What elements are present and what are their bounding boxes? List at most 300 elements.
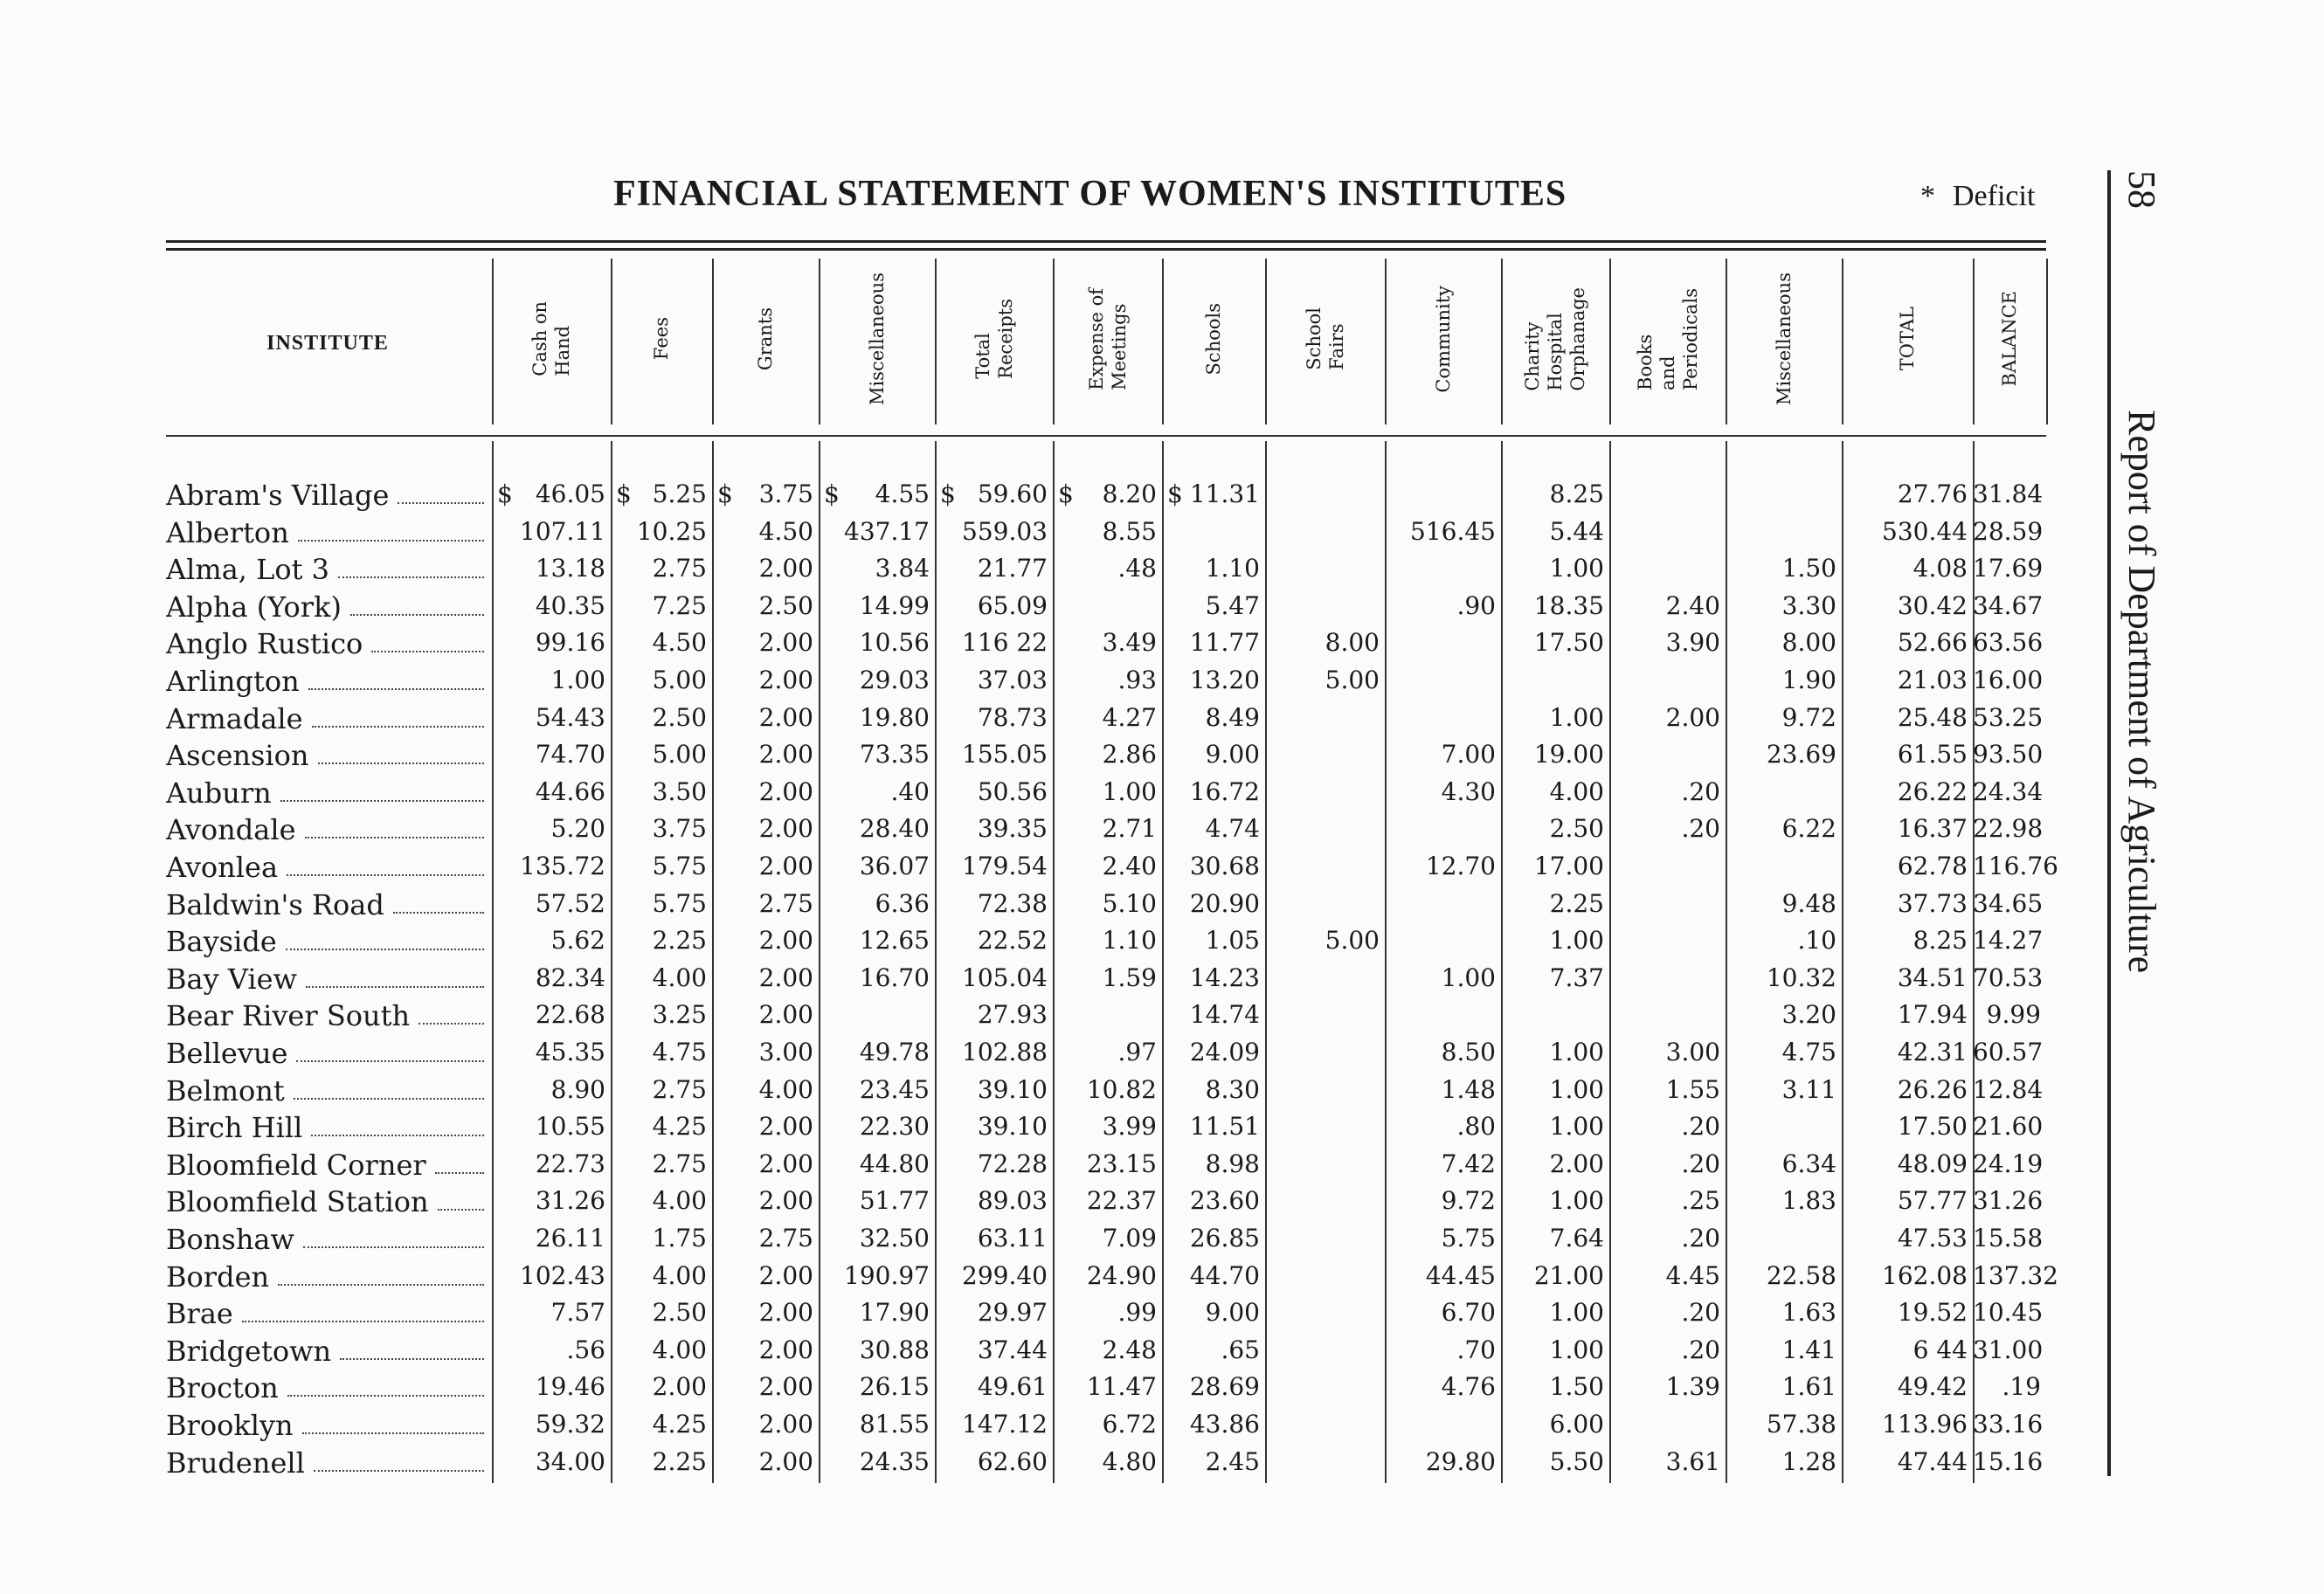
cell-miscellaneous-expenditures — [1726, 996, 1836, 1032]
institute-name-cell — [166, 1405, 489, 1442]
cell-charity-hospital-orphanage — [1501, 1368, 1604, 1404]
cell-value: 28.69 — [1189, 1372, 1260, 1402]
cell-value: 116 22 — [962, 628, 1048, 658]
cell-value: 11.47 — [1086, 1372, 1157, 1402]
cell-grants — [712, 1405, 813, 1442]
cell-schools — [1162, 1331, 1260, 1368]
cell-value: 1.50 — [1781, 554, 1836, 583]
column-divider — [1609, 259, 1611, 424]
cell-value: 65.09 — [977, 590, 1048, 620]
cell-total — [1842, 699, 1968, 735]
column-header-schools — [1162, 255, 1265, 423]
cell-miscellaneous-expenditures — [1726, 810, 1836, 846]
cell-cash-on-hand — [492, 996, 605, 1032]
dollar-sign: $ — [824, 480, 840, 508]
cell-value: 47.53 — [1897, 1224, 1968, 1252]
column-header-books-and-periodicals — [1609, 255, 1726, 423]
cell-value: 17.90 — [859, 1298, 930, 1328]
cell-value: 2.45 — [1205, 1446, 1260, 1476]
cell-community — [1385, 773, 1496, 810]
cell-cash-on-hand — [492, 1219, 605, 1256]
cell-value: 40.35 — [535, 590, 605, 620]
cell-cash-on-hand — [492, 1257, 605, 1294]
cell-value: 4.76 — [1441, 1372, 1496, 1402]
cell-balance — [1973, 1443, 2044, 1480]
title-rule-top — [166, 240, 2046, 243]
cell-school-fairs — [1265, 1219, 1380, 1256]
cell-expense-of-meetings — [1053, 1331, 1157, 1368]
cell-balance — [1973, 1368, 2041, 1404]
cell-total — [1842, 1108, 1968, 1144]
institute-name: Bear River South — [166, 999, 411, 1033]
cell-charity-hospital-orphanage — [1501, 735, 1604, 772]
page-title: FINANCIAL STATEMENT OF WOMEN'S INSTITUTES — [613, 174, 1567, 214]
column-divider — [819, 259, 820, 424]
cell-value: 8.25 — [1912, 926, 1968, 956]
cell-miscellaneous-receipts — [819, 1443, 930, 1480]
cell-miscellaneous-receipts — [819, 1368, 930, 1404]
cell-school-fairs — [1265, 1257, 1380, 1294]
institute-name: Alberton — [166, 515, 289, 549]
cell-grants — [712, 1257, 813, 1294]
institute-name: Abram's Village — [166, 479, 390, 512]
cell-books-and-periodicals — [1609, 921, 1720, 958]
cell-grants — [712, 475, 813, 512]
cell-expense-of-meetings — [1053, 1443, 1157, 1480]
cell-value: 37.73 — [1897, 888, 1968, 918]
cell-cash-on-hand — [492, 885, 605, 921]
cell-fees — [611, 661, 707, 698]
cell-schools — [1162, 1108, 1260, 1144]
cell-cash-on-hand — [492, 1145, 605, 1182]
cell-expense-of-meetings — [1053, 735, 1157, 772]
cell-books-and-periodicals — [1609, 1182, 1720, 1218]
cell-value: 11.77 — [1189, 628, 1260, 658]
cell-value: 57.52 — [535, 888, 605, 918]
cell-grants — [712, 513, 813, 549]
cell-value: 5.44 — [1549, 516, 1604, 546]
cell-value: 6.22 — [1781, 814, 1836, 844]
cell-value: 29.97 — [977, 1298, 1048, 1328]
cell-value: 82.34 — [535, 963, 605, 992]
cell-charity-hospital-orphanage — [1501, 1108, 1604, 1144]
cell-charity-hospital-orphanage — [1501, 513, 1604, 549]
table-row — [0, 513, 2097, 549]
cell-value: 99.16 — [535, 628, 605, 658]
cell-miscellaneous-receipts — [819, 1331, 930, 1368]
cell-value: 2.75 — [758, 1224, 813, 1252]
cell-value: 4.00 — [652, 963, 707, 992]
cell-value: 1.75 — [652, 1224, 707, 1252]
cell-expense-of-meetings — [1053, 1368, 1157, 1404]
table-row — [0, 959, 2097, 996]
cell-value: 2.86 — [1102, 740, 1157, 769]
dot-leader — [314, 1470, 484, 1472]
cell-value: 26.26 — [1897, 1074, 1968, 1104]
cell-total — [1842, 624, 1968, 660]
column-header-charity-hospital-orphanage — [1501, 255, 1609, 423]
cell-balance — [1973, 475, 2044, 512]
cell-value: 42.31 — [1897, 1038, 1968, 1066]
cell-value: 4.30 — [1441, 776, 1496, 806]
cell-value: 19.52 — [1897, 1298, 1968, 1328]
cell-total — [1842, 1405, 1968, 1442]
cell-total-receipts — [935, 587, 1048, 624]
cell-value: 73.35 — [859, 740, 930, 769]
cell-value: .93 — [1117, 666, 1157, 694]
cell-schools — [1162, 549, 1260, 586]
institute-name-cell — [166, 1257, 489, 1294]
cell-value: 1.00 — [1549, 1112, 1604, 1142]
cell-value: 18.35 — [1533, 590, 1604, 620]
cell-books-and-periodicals — [1609, 661, 1720, 698]
cell-value: 37.44 — [977, 1335, 1048, 1364]
cell-value: 17.94 — [1897, 1000, 1968, 1030]
cell-value: 19.00 — [1533, 740, 1604, 769]
cell-value: 62.78 — [1897, 852, 1968, 880]
cell-total-receipts — [935, 885, 1048, 921]
column-header-school-fairs — [1265, 255, 1385, 423]
cell-school-fairs — [1265, 1331, 1380, 1368]
institute-name-cell — [166, 513, 489, 549]
table-row — [0, 773, 2097, 810]
cell-charity-hospital-orphanage — [1501, 1257, 1604, 1294]
cell-value: 70.53 — [1973, 963, 2044, 992]
cell-schools — [1162, 1219, 1260, 1256]
cell-school-fairs — [1265, 735, 1380, 772]
cell-value: 102.88 — [962, 1038, 1048, 1066]
cell-school-fairs — [1265, 921, 1380, 958]
cell-expense-of-meetings — [1053, 699, 1157, 735]
cell-school-fairs — [1265, 1443, 1380, 1480]
cell-grants — [712, 699, 813, 735]
cell-schools — [1162, 661, 1260, 698]
cell-value: 2.50 — [652, 702, 707, 732]
cell-school-fairs — [1265, 1071, 1380, 1108]
cell-value: 57.38 — [1766, 1410, 1836, 1439]
cell-community — [1385, 1257, 1496, 1294]
cell-value: 2.48 — [1102, 1335, 1157, 1364]
cell-books-and-periodicals — [1609, 549, 1720, 586]
cell-charity-hospital-orphanage — [1501, 624, 1604, 660]
cell-miscellaneous-receipts — [819, 1071, 930, 1108]
cell-schools — [1162, 1145, 1260, 1182]
cell-value: 5.75 — [652, 888, 707, 918]
cell-fees — [611, 996, 707, 1032]
column-header-expense-of-meetings — [1053, 255, 1162, 423]
cell-value: 2.50 — [1549, 814, 1604, 844]
column-divider — [1385, 259, 1387, 424]
cell-fees — [611, 475, 707, 512]
cell-value: 9.72 — [1441, 1186, 1496, 1216]
cell-miscellaneous-expenditures — [1726, 959, 1836, 996]
cell-expense-of-meetings — [1053, 1257, 1157, 1294]
cell-value: 11.51 — [1189, 1112, 1260, 1142]
cell-balance — [1973, 885, 2044, 921]
cell-value: 8.98 — [1205, 1149, 1260, 1178]
cell-value: 5.50 — [1549, 1446, 1604, 1476]
cell-total-receipts — [935, 773, 1048, 810]
cell-value: 516.45 — [1410, 516, 1496, 546]
column-divider — [1162, 259, 1164, 424]
cell-fees — [611, 1331, 707, 1368]
cell-value: 2.00 — [758, 554, 813, 583]
cell-balance — [1973, 1182, 2044, 1218]
table-row — [0, 1033, 2097, 1070]
cell-books-and-periodicals — [1609, 1405, 1720, 1442]
cell-community — [1385, 699, 1496, 735]
cell-expense-of-meetings — [1053, 549, 1157, 586]
cell-grants — [712, 1071, 813, 1108]
cell-total — [1842, 513, 1968, 549]
institute-name-cell — [166, 699, 489, 735]
table-row — [0, 549, 2097, 586]
institute-name: Brudenell — [166, 1446, 305, 1480]
cell-miscellaneous-receipts — [819, 996, 930, 1032]
cell-cash-on-hand — [492, 475, 605, 512]
cell-miscellaneous-receipts — [819, 624, 930, 660]
column-header-cash-on-hand — [492, 255, 611, 423]
cell-school-fairs — [1265, 549, 1380, 586]
cell-school-fairs — [1265, 513, 1380, 549]
cell-value: 2.00 — [758, 1149, 813, 1178]
cell-value: 8.49 — [1205, 702, 1260, 732]
cell-value: 8.55 — [1102, 516, 1157, 546]
cell-balance — [1973, 549, 2044, 586]
cell-school-fairs — [1265, 587, 1380, 624]
cell-value: 107.11 — [520, 516, 605, 546]
cell-miscellaneous-expenditures — [1726, 1145, 1836, 1182]
cell-miscellaneous-expenditures — [1726, 921, 1836, 958]
cell-value: 8.25 — [1549, 480, 1604, 508]
cell-total — [1842, 996, 1968, 1032]
table-row — [0, 1145, 2097, 1182]
column-header-label: Fees — [651, 317, 672, 361]
cell-charity-hospital-orphanage — [1501, 587, 1604, 624]
cell-grants — [712, 810, 813, 846]
cell-value: 54.43 — [535, 702, 605, 732]
cell-total — [1842, 1294, 1968, 1330]
cell-total-receipts — [935, 549, 1048, 586]
cell-value: 190.97 — [844, 1260, 930, 1290]
cell-community — [1385, 549, 1496, 586]
column-divider — [1842, 259, 1843, 424]
cell-balance — [1973, 1108, 2044, 1144]
cell-value: 47.44 — [1897, 1446, 1968, 1476]
cell-value: 8.00 — [1325, 628, 1380, 658]
cell-charity-hospital-orphanage — [1501, 1182, 1604, 1218]
side-title: Report of Department of Agriculture — [2120, 410, 2163, 974]
cell-school-fairs — [1265, 959, 1380, 996]
cell-total-receipts — [935, 1108, 1048, 1144]
column-header-label: Books and Periodicals — [1634, 287, 1701, 390]
cell-value: 10.45 — [1973, 1298, 2044, 1328]
cell-value: 45.35 — [535, 1038, 605, 1066]
cell-expense-of-meetings — [1053, 1145, 1157, 1182]
cell-cash-on-hand — [492, 1405, 605, 1442]
cell-value: 5.00 — [1325, 926, 1380, 956]
cell-total-receipts — [935, 624, 1048, 660]
cell-value: 2.00 — [1549, 1149, 1604, 1178]
cell-fees — [611, 1443, 707, 1480]
cell-value: 6.70 — [1441, 1298, 1496, 1328]
column-divider — [935, 259, 937, 424]
cell-value: 5.00 — [652, 666, 707, 694]
cell-expense-of-meetings — [1053, 1405, 1157, 1442]
cell-cash-on-hand — [492, 587, 605, 624]
cell-community — [1385, 1033, 1496, 1070]
cell-total — [1842, 885, 1968, 921]
cell-balance — [1973, 959, 2044, 996]
cell-miscellaneous-receipts — [819, 1145, 930, 1182]
cell-value: 10.32 — [1766, 963, 1836, 992]
cell-value: 49.42 — [1897, 1372, 1968, 1402]
dot-leader — [318, 762, 484, 764]
cell-value: 2.00 — [758, 666, 813, 694]
table-row — [0, 1294, 2097, 1330]
cell-schools — [1162, 1182, 1260, 1218]
cell-school-fairs — [1265, 1294, 1380, 1330]
cell-value: 14.23 — [1189, 963, 1260, 992]
cell-community — [1385, 513, 1496, 549]
cell-value: 2.00 — [758, 963, 813, 992]
dollar-sign: $ — [616, 480, 632, 508]
cell-value: 2.00 — [758, 814, 813, 844]
cell-schools — [1162, 624, 1260, 660]
cell-school-fairs — [1265, 810, 1380, 846]
cell-value: 51.77 — [859, 1186, 930, 1216]
cell-total-receipts — [935, 735, 1048, 772]
cell-balance — [1973, 1257, 2058, 1294]
institute-name: Armadale — [166, 701, 303, 735]
cell-total-receipts — [935, 847, 1048, 884]
cell-value: 2.00 — [758, 926, 813, 956]
cell-charity-hospital-orphanage — [1501, 699, 1604, 735]
cell-schools — [1162, 1368, 1260, 1404]
cell-value: 43.86 — [1189, 1410, 1260, 1439]
cell-value: 3.30 — [1781, 590, 1836, 620]
cell-miscellaneous-expenditures — [1726, 624, 1836, 660]
column-divider — [611, 259, 612, 424]
cell-community — [1385, 475, 1496, 512]
cell-total — [1842, 847, 1968, 884]
cell-miscellaneous-receipts — [819, 847, 930, 884]
cell-value: 32.50 — [859, 1224, 930, 1252]
cell-value: 4.25 — [652, 1410, 707, 1439]
cell-total — [1842, 1145, 1968, 1182]
cell-total-receipts — [935, 699, 1048, 735]
cell-value: 4.50 — [652, 628, 707, 658]
table-row — [0, 475, 2097, 512]
institute-name-cell — [166, 1108, 489, 1144]
cell-value: 3.61 — [1665, 1446, 1720, 1476]
cell-value: 63.56 — [1973, 628, 2044, 658]
cell-value: 39.10 — [977, 1074, 1048, 1104]
cell-balance — [1973, 1405, 2044, 1442]
cell-miscellaneous-receipts — [819, 1294, 930, 1330]
cell-value: 19.46 — [535, 1372, 605, 1402]
cell-charity-hospital-orphanage — [1501, 661, 1604, 698]
cell-miscellaneous-receipts — [819, 549, 930, 586]
cell-school-fairs — [1265, 1182, 1380, 1218]
cell-fees — [611, 699, 707, 735]
table-row — [0, 587, 2097, 624]
cell-books-and-periodicals — [1609, 885, 1720, 921]
cell-cash-on-hand — [492, 921, 605, 958]
column-header-grants — [712, 255, 819, 423]
table-row — [0, 996, 2097, 1032]
institute-name: Brae — [166, 1297, 233, 1331]
cell-books-and-periodicals — [1609, 1257, 1720, 1294]
cell-charity-hospital-orphanage — [1501, 847, 1604, 884]
cell-community — [1385, 1331, 1496, 1368]
cell-value: 31.26 — [1973, 1186, 2044, 1216]
cell-miscellaneous-receipts — [819, 661, 930, 698]
cell-school-fairs — [1265, 624, 1380, 660]
cell-cash-on-hand — [492, 549, 605, 586]
cell-value: 5.75 — [1441, 1224, 1496, 1252]
cell-value: 6.00 — [1549, 1410, 1604, 1439]
cell-total-receipts — [935, 810, 1048, 846]
cell-miscellaneous-expenditures — [1726, 773, 1836, 810]
cell-value: 6.34 — [1781, 1149, 1836, 1178]
cell-schools — [1162, 735, 1260, 772]
column-header-label: Miscellaneous — [1773, 272, 1795, 406]
cell-miscellaneous-receipts — [819, 1219, 930, 1256]
cell-charity-hospital-orphanage — [1501, 1443, 1604, 1480]
cell-value: .90 — [1456, 590, 1496, 620]
cell-value: 44.70 — [1189, 1260, 1260, 1290]
cell-miscellaneous-receipts — [819, 699, 930, 735]
cell-value: 74.70 — [535, 740, 605, 769]
dot-leader — [371, 651, 484, 652]
cell-total — [1842, 1331, 1968, 1368]
institute-header: INSTITUTE — [266, 332, 389, 355]
cell-value: 437.17 — [844, 516, 930, 546]
cell-value: 6 44 — [1912, 1335, 1968, 1364]
cell-miscellaneous-expenditures — [1726, 1219, 1836, 1256]
cell-books-and-periodicals — [1609, 959, 1720, 996]
cell-value: 22.68 — [535, 1000, 605, 1030]
cell-schools — [1162, 1294, 1260, 1330]
cell-total — [1842, 1368, 1968, 1404]
cell-expense-of-meetings — [1053, 475, 1157, 512]
institute-name: Bellevue — [166, 1037, 288, 1070]
cell-value: 48.09 — [1897, 1149, 1968, 1178]
institute-name: Borden — [166, 1259, 270, 1294]
cell-cash-on-hand — [492, 810, 605, 846]
cell-cash-on-hand — [492, 959, 605, 996]
cell-value: 44.45 — [1425, 1260, 1496, 1290]
cell-value: 23.15 — [1086, 1149, 1157, 1178]
cell-total-receipts — [935, 1443, 1048, 1480]
cell-value: 1.63 — [1781, 1298, 1836, 1328]
cell-fees — [611, 1405, 707, 1442]
cell-value: 10.55 — [535, 1112, 605, 1142]
cell-value: 23.45 — [859, 1074, 930, 1104]
cell-balance — [1973, 661, 2044, 698]
institute-name-cell — [166, 959, 489, 996]
institute-name-cell — [166, 1331, 489, 1368]
cell-value: 8.20 — [1102, 480, 1157, 508]
cell-cash-on-hand — [492, 1294, 605, 1330]
cell-value: 102.43 — [520, 1260, 605, 1290]
cell-total — [1842, 475, 1968, 512]
cell-charity-hospital-orphanage — [1501, 773, 1604, 810]
cell-grants — [712, 885, 813, 921]
cell-value: 30.88 — [859, 1335, 930, 1364]
cell-total-receipts — [935, 661, 1048, 698]
